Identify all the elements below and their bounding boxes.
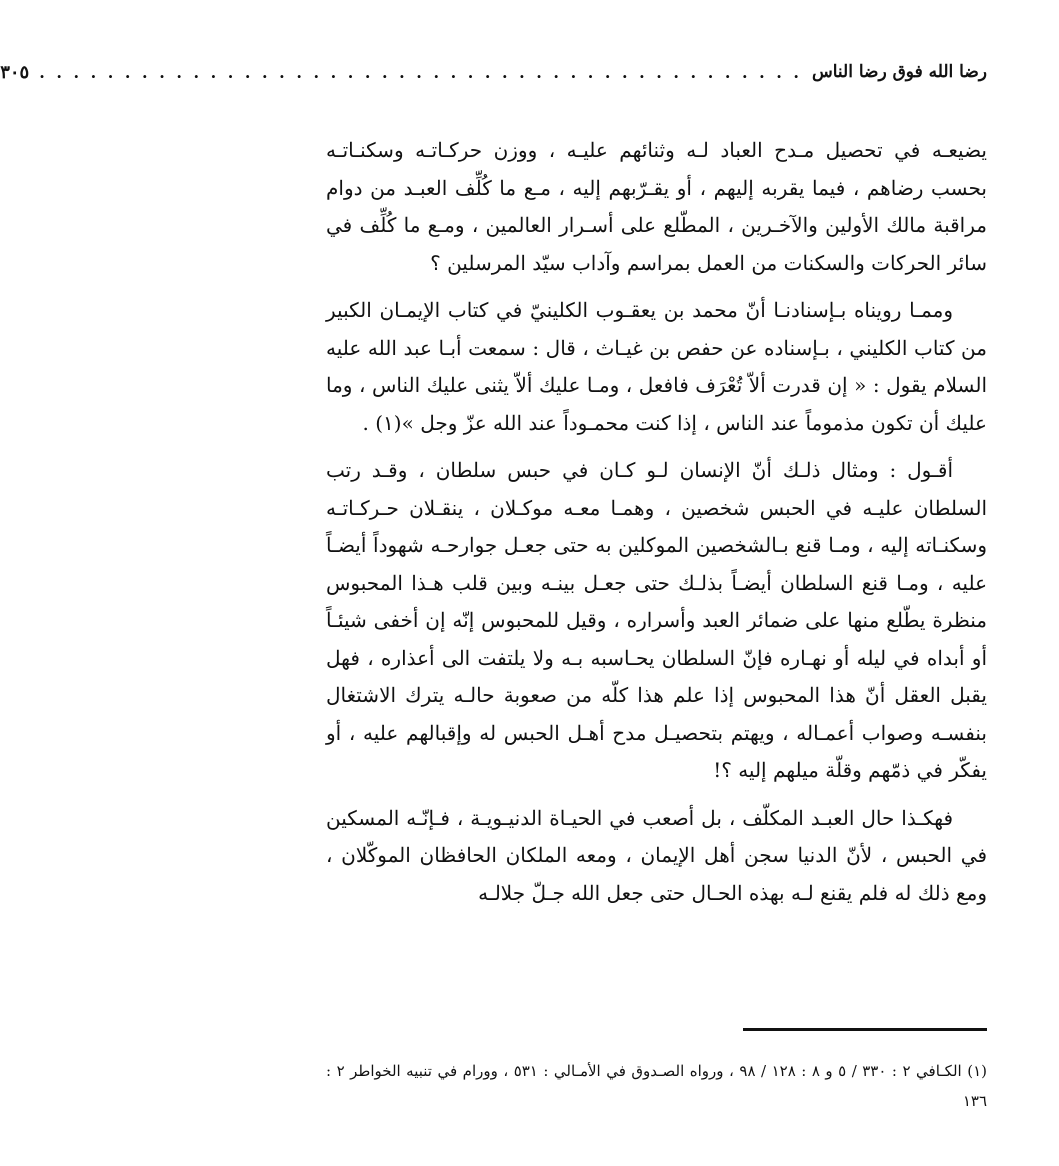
footnote [326,1056,987,1116]
running-title: رضا الله فوق رضا الناس [811,62,987,82]
paragraph: أقـول : ومثال ذلـك أنّ الإنسان لـو كـان في حبس سلطان ، وقـد رتب السلطان عليـه في الحبس شخصين ، وهمـا معـه موكـلان ، ينقـلان حـركـاتـه وسكنـاته إليه ، ومـا قنع بـالشخصين الموكلين به حتى جعـل جوارحـه شهوداً أيضـاً عليه ، ومـا قنع السلطان أيضـاً بذلـك حتى جعـل بينـه وبين قلب هـذا المحبوس منظرة يطّلع منها على ضمائر العبد وأسراره ، وقيل للمحبوس إنّه إن أخفى شيئـاً أو أبداه في ليله أو نهـاره فإنّ السلطان يحـاسبه بـه ولا يلتفت الى أعذاره ، فهل يقبل العقل أنّ هذا المحبوس إذا علم هذا كلّه من صعوبة حالـه يترك الاشتغال بنفسـه وصواب أعمـاله ، ويهتم بتحصيـل مدح أهـل الحبس له وإقبالهم عليه ، أو يفكّر في ذمّهم وقلّة ميلهم إليه ؟! [326,458,988,782]
paragraph: يضيعـه في تحصيل مـدح العباد لـه وثنائهم عليـه ، ووزن حركـاتـه وسكنـاتـه بحسب رضاهم ، فيما يقربه إليهم ، أو يقـرّبهم إليه ، مـع ما كُلِّف العبـد من دوام مراقبة مالك الأولين والآخـرين ، المطّلع على أسـرار العالمين ، ومـع ما كُلِّف في سائر الحركات والسكنات من العمل بمراسم وآداب سيّد المرسلين ؟ [326,138,988,275]
book-page [0,40,988,1146]
body-text [326,132,987,922]
footnote-text: (١) الكـافي ٢ : ٣٣٠ / ٥ و ٨ : ١٢٨ / ٩٨ ، ورواه الصـدوق في الأمـالي : ٥٣١ ، وورام في تنبيه الخواطر ٢ : ١٣٦ [326,1062,987,1110]
paragraph: فهكـذا حال العبـد المكلّف ، بل أصعب في الحيـاة الدنيـويـة ، فـإنّـه المسكين في الحبس ، لأنّ الدنيا سجن أهل الإيمان ، ومعه الملكان الحافظان الموكّلان ، ومع ذلك له فلم يقنع لـه بهذه الحـال حتى جعل الله جـلّ جلالـه [326,805,988,905]
footnote-divider [743,1028,987,1031]
paragraph: وممـا رويناه بـإسنادنـا أنّ محمد بن يعقـوب الكلينيّ في كتاب الإيمـان الكبير من كتاب الكليني ، بـإسناده عن حفص بن غيـاث ، قال : سمعت أبـا عبد الله عليه السلام يقول : « إن قدرت ألاّ تُعْرَف فافعل ، ومـا عليك ألاّ يثنى عليك الناس ، وما عليك أن تكون مذموماً عند الناس ، إذا كنت محمـوداً عند الله عزّ وجل »(١) . [326,298,987,435]
leader-dots: . . . . . . . . . . . . . . . . . . . . . . . . . . . . . . . . . . . . . . . . . . . . . [39,62,802,82]
running-head [0,52,987,92]
page-number: ٣٠٥ [0,61,30,83]
